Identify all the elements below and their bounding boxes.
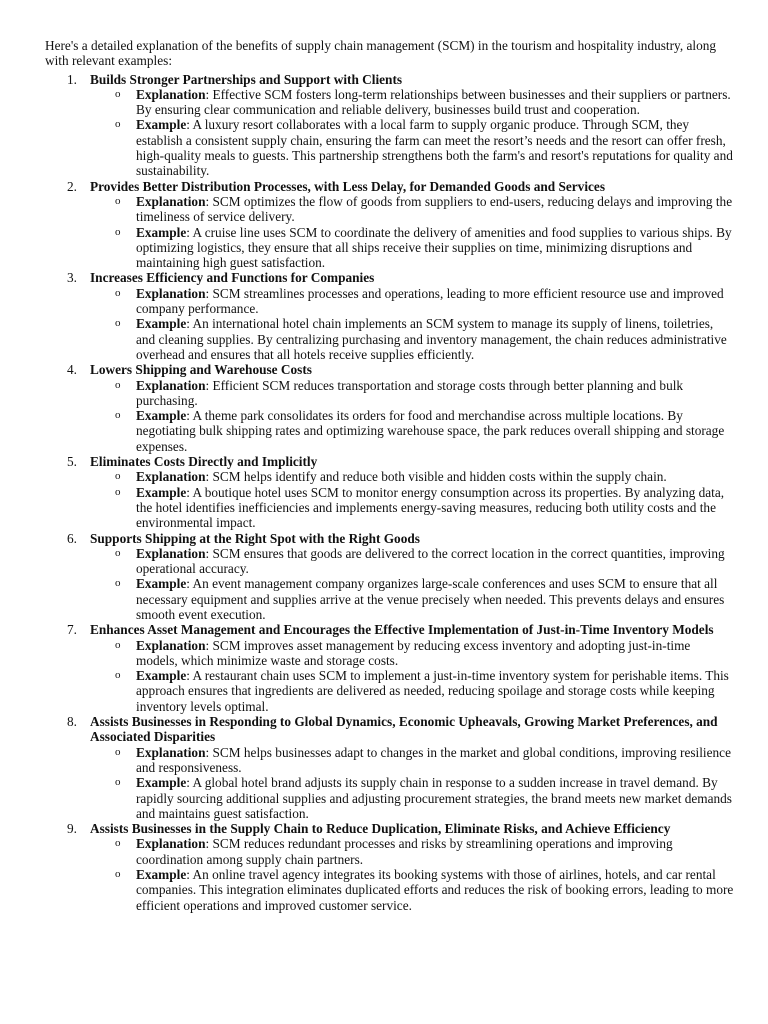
item-title: Increases Efficiency and Functions for Companies: [90, 270, 375, 286]
sub-point-list: [90, 194, 735, 270]
bullet-icon: o: [115, 194, 121, 207]
item-number: 8.: [67, 714, 77, 730]
sub-point: [90, 194, 735, 225]
item-number: 2.: [67, 178, 77, 194]
sub-point-text: : An online travel agency integrates its booking systems with those of airlines, hotels, and car rental companies. This integration eliminates duplicated efforts and reduces the risk of booking errors, leading to more efficient operations and improved customer service.: [136, 867, 734, 913]
sub-point-text: : A global hotel brand adjusts its supply chain in response to a sudden increase in travel demand. By rapidly sourcing additional supplies and adjusting procurement strategies, the brand meets new market demands and maintains guest satisfaction.: [136, 775, 732, 821]
item-title: Supports Shipping at the Right Spot with the Right Goods: [90, 530, 420, 546]
sub-point-label: Explanation: [136, 86, 206, 102]
item-number: 9.: [67, 821, 77, 837]
sub-point-text: : SCM streamlines processes and operations, leading to more efficient resource use and improved company performance.: [136, 285, 724, 317]
sub-point-text: : A cruise line uses SCM to coordinate the delivery of amenities and food supplies to various ships. By optimizing logistics, they ensure that all ships receive their supplies on time, minimizing disruptions and maintaining high guest satisfaction.: [136, 224, 732, 271]
item-number: 1.: [67, 71, 77, 87]
sub-point: [90, 286, 735, 317]
sub-point-label: Explanation: [136, 377, 206, 393]
item-number: 4.: [67, 362, 77, 378]
sub-point-label: Example: [136, 117, 187, 133]
bullet-icon: o: [115, 776, 121, 789]
sub-point: [90, 668, 735, 714]
item-title: Lowers Shipping and Warehouse Costs: [90, 362, 312, 378]
sub-point-label: Example: [136, 576, 187, 592]
sub-point-text: : A restaurant chain uses SCM to implement a just-in-time inventory system for perishable items. This approach ensures that ingredients are delivered as needed, reducing spoilage and storage costs while keeping inventory levels optimal.: [136, 668, 729, 714]
benefit-item: [45, 362, 735, 454]
benefit-item: [45, 270, 735, 362]
sub-point: [90, 485, 735, 531]
item-title: Eliminates Costs Directly and Implicitly: [90, 454, 318, 470]
sub-point-label: Example: [136, 316, 187, 332]
sub-point: [90, 775, 735, 821]
item-number: 7.: [67, 622, 77, 638]
sub-point: [90, 408, 735, 454]
sub-point-label: Explanation: [136, 744, 206, 760]
sub-point: [90, 87, 735, 118]
sub-point-label: Explanation: [136, 193, 206, 209]
benefit-item: [45, 72, 735, 179]
sub-point: [90, 836, 735, 867]
benefit-item: [45, 714, 735, 821]
sub-point: [90, 378, 735, 409]
sub-point-list: [90, 745, 735, 821]
item-number: 6.: [67, 530, 77, 546]
bullet-icon: o: [115, 745, 121, 758]
item-title: Assists Businesses in Responding to Global Dynamics, Economic Upheavals, Growing Market Preferences, and Associated Disparities: [90, 714, 718, 745]
bullet-icon: o: [115, 638, 121, 651]
sub-point-label: Example: [136, 867, 187, 883]
sub-point-text: : A theme park consolidates its orders for food and merchandise across multiple locations. By negotiating bulk shipping rates and optimizing warehouse space, the park reduces overall shipping and storage expenses.: [136, 408, 725, 454]
bullet-icon: o: [115, 378, 121, 391]
sub-point: [90, 867, 735, 913]
item-number: 3.: [67, 270, 77, 286]
item-number: 5.: [67, 454, 77, 470]
sub-point-list: [90, 87, 735, 179]
sub-point-label: Example: [136, 668, 187, 684]
sub-point-list: [90, 378, 735, 454]
sub-point-label: Explanation: [136, 469, 206, 485]
sub-point-text: : SCM improves asset management by reducing excess inventory and adopting just-in-time models, which minimize waste and storage costs.: [136, 637, 691, 668]
bullet-icon: o: [115, 669, 121, 682]
bullet-icon: o: [115, 286, 121, 299]
sub-point-text: : A boutique hotel uses SCM to monitor energy consumption across its properties. By analyzing data, the hotel identifies inefficiencies and implements energy-saving measures, reducing both utility costs and the environmental impact.: [136, 484, 725, 531]
sub-point-text: : SCM helps identify and reduce both visible and hidden costs within the supply chain.: [205, 469, 667, 485]
sub-point-label: Example: [136, 484, 187, 500]
sub-point-text: : SCM helps businesses adapt to changes in the market and global conditions, improving resilience and responsiveness.: [136, 744, 731, 775]
benefit-item: [45, 821, 735, 913]
sub-point-label: Explanation: [136, 637, 206, 653]
sub-point-list: [90, 469, 735, 530]
sub-point-list: [90, 638, 735, 714]
sub-point: [90, 469, 735, 484]
sub-point-text: : SCM optimizes the flow of goods from suppliers to end-users, reducing delays and improving the timeliness of service delivery.: [136, 193, 733, 225]
bullet-icon: o: [115, 868, 121, 881]
bullet-icon: o: [115, 837, 121, 850]
item-title: Provides Better Distribution Processes, with Less Delay, for Demanded Goods and Services: [90, 178, 605, 194]
sub-point-label: Explanation: [136, 285, 206, 301]
benefit-item: [45, 454, 735, 530]
sub-point: [90, 225, 735, 271]
document-body: [45, 38, 735, 913]
bullet-icon: o: [115, 409, 121, 422]
bullet-icon: o: [115, 118, 121, 131]
bullet-icon: o: [115, 225, 121, 238]
benefit-item: [45, 179, 735, 271]
intro-paragraph: Here's a detailed explanation of the benefits of supply chain management (SCM) in the tourism and hospitality industry, along with relevant examples:: [45, 38, 717, 69]
bullet-icon: o: [115, 317, 121, 330]
bullet-icon: o: [115, 485, 121, 498]
sub-point-text: : SCM reduces redundant processes and risks by streamlining operations and improving coordination among supply chain partners.: [136, 836, 673, 867]
bullet-icon: o: [115, 546, 121, 559]
benefits-list: [45, 72, 735, 913]
item-title: Builds Stronger Partnerships and Support with Clients: [90, 71, 403, 87]
sub-point: [90, 745, 735, 776]
sub-point-list: [90, 836, 735, 912]
sub-point-text: : Effective SCM fosters long-term relationships between businesses and their suppliers or partners. By ensuring clear communication and reliable delivery, businesses build trust and cooperation.: [136, 86, 731, 118]
sub-point-list: [90, 286, 735, 362]
sub-point-text: : SCM ensures that goods are delivered to the correct location in the correct quantities, improving operational accuracy.: [136, 545, 725, 577]
sub-point: [90, 638, 735, 669]
sub-point-label: Explanation: [136, 545, 206, 561]
sub-point-label: Example: [136, 775, 187, 791]
sub-point-label: Example: [136, 408, 187, 424]
sub-point-text: : A luxury resort collaborates with a local farm to supply organic produce. Through SCM, they establish a consistent supply chain, ensuring the farm can meet the resort’s needs and the resort can offer fresh, high-quality meals to guests. This partnership strengthens both the farm's and resort's reputations for quality and sustainability.: [136, 117, 733, 179]
benefit-item: [45, 531, 735, 623]
item-title: Assists Businesses in the Supply Chain to Reduce Duplication, Eliminate Risks, and Achieve Efficiency: [90, 821, 671, 837]
bullet-icon: o: [115, 577, 121, 590]
item-title: Enhances Asset Management and Encourages the Effective Implementation of Just-in-Time Inventory Models: [90, 622, 714, 638]
benefit-item: [45, 622, 735, 714]
sub-point-label: Example: [136, 224, 187, 240]
bullet-icon: o: [115, 470, 121, 483]
sub-point-text: : An event management company organizes large-scale conferences and uses SCM to ensure that all necessary equipment and supplies arrive at the venue precisely when needed. This prevents delays and ensures smooth event execution.: [136, 576, 725, 622]
sub-point: [90, 546, 735, 577]
bullet-icon: o: [115, 87, 121, 100]
sub-point: [90, 117, 735, 178]
sub-point: [90, 576, 735, 622]
sub-point-text: : Efficient SCM reduces transportation and storage costs through better planning and bulk purchasing.: [136, 377, 684, 408]
sub-point-list: [90, 546, 735, 622]
sub-point: [90, 316, 735, 362]
sub-point-label: Explanation: [136, 836, 206, 852]
sub-point-text: : An international hotel chain implements an SCM system to manage its supply of linens, toiletries, and cleaning supplies. By centralizing purchasing and inventory management, the chain reduces administrative overhead and ensures that all hotels receive supplies efficiently.: [136, 316, 727, 362]
